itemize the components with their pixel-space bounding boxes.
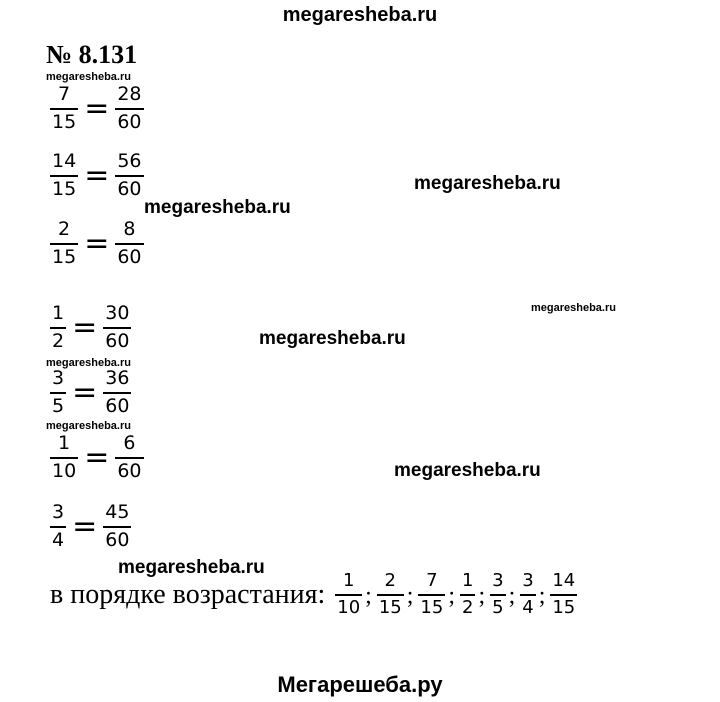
watermark: megaresheba.ru [394, 460, 541, 481]
problem-number: № 8.131 [46, 40, 138, 69]
fraction [335, 572, 362, 617]
denominator: 60 [117, 246, 142, 268]
denominator: 60 [117, 460, 142, 482]
order-label: в порядке возрастания: [50, 578, 326, 610]
fraction-bar [115, 243, 143, 245]
fraction [50, 85, 78, 132]
fraction-bar [115, 457, 143, 459]
denominator: 60 [105, 395, 130, 417]
watermark: megaresheba.ru [144, 197, 291, 218]
fraction-bar [460, 594, 475, 596]
equation-2 [50, 152, 144, 199]
equation-5 [50, 369, 131, 416]
separator: ; [478, 583, 486, 609]
denominator: 4 [522, 597, 534, 618]
numerator: 3 [52, 367, 65, 389]
fraction-bar [115, 175, 143, 177]
numerator: 1 [342, 570, 355, 591]
fraction-bar [50, 243, 78, 245]
numerator: 2 [58, 218, 71, 240]
watermark: megaresheba.ru [118, 557, 265, 578]
equation-7 [50, 503, 131, 550]
fraction [550, 572, 577, 617]
fraction-bar [550, 594, 577, 596]
fraction [103, 369, 131, 416]
denominator: 15 [52, 246, 77, 268]
equals-sign: = [84, 157, 110, 193]
denominator: 2 [461, 597, 474, 618]
denominator: 4 [52, 529, 65, 551]
equation-6 [50, 434, 144, 481]
fraction [115, 434, 143, 481]
denominator: 10 [337, 597, 361, 618]
denominator: 2 [52, 330, 65, 352]
fraction-bar [50, 327, 66, 329]
numerator: 3 [492, 570, 504, 591]
denominator: 60 [117, 111, 142, 133]
watermark: megaresheba.ru [259, 328, 406, 349]
equals-sign: = [84, 225, 110, 261]
separator: ; [538, 583, 546, 609]
numerator: 30 [105, 302, 130, 324]
numerator: 45 [105, 501, 130, 523]
fraction-bar [50, 392, 66, 394]
denominator: 15 [552, 597, 576, 618]
denominator: 60 [105, 529, 130, 551]
fraction [460, 572, 475, 617]
watermark: megaresheba.ru [46, 71, 131, 83]
equals-sign: = [72, 374, 98, 410]
denominator: 10 [52, 460, 77, 482]
denominator: 15 [52, 178, 77, 200]
header-site: megaresheba.ru [282, 4, 438, 26]
watermark: megaresheba.ru [531, 302, 616, 314]
fraction [50, 369, 66, 416]
fraction [520, 572, 535, 617]
equals-sign: = [72, 508, 98, 544]
separator: ; [406, 583, 414, 609]
fraction-bar [103, 327, 131, 329]
numerator: 14 [552, 570, 576, 591]
fraction-bar [335, 594, 362, 596]
numerator: 1 [461, 570, 474, 591]
separator: ; [508, 583, 516, 609]
numerator: 7 [426, 570, 438, 591]
fraction-bar [50, 175, 78, 177]
footer-site: Мегарешеба.ру [277, 672, 443, 697]
fraction [103, 304, 131, 351]
fraction [115, 220, 143, 267]
equals-sign: = [72, 309, 98, 345]
ascending-order-line [50, 572, 577, 617]
fraction-bar [490, 594, 505, 596]
denominator: 60 [105, 330, 130, 352]
fraction [50, 434, 78, 481]
numerator: 14 [52, 150, 77, 172]
denominator: 15 [420, 597, 444, 618]
fraction [50, 304, 66, 351]
fraction [115, 85, 143, 132]
fraction [418, 572, 445, 617]
fraction-bar [50, 526, 66, 528]
denominator: 5 [492, 597, 504, 618]
fraction-bar [103, 526, 131, 528]
denominator: 5 [52, 395, 65, 417]
numerator: 3 [52, 501, 65, 523]
fraction [50, 503, 66, 550]
equation-3 [50, 220, 144, 267]
watermark: megaresheba.ru [46, 420, 131, 432]
denominator: 15 [378, 597, 402, 618]
numerator: 1 [52, 302, 65, 324]
fraction [377, 572, 404, 617]
fraction [103, 503, 131, 550]
separator: ; [365, 583, 372, 609]
fraction-bar [520, 594, 535, 596]
fraction-bar [377, 594, 404, 596]
fraction-bar [103, 392, 131, 394]
numerator: 7 [58, 83, 71, 105]
fraction [50, 220, 78, 267]
numerator: 28 [117, 83, 142, 105]
numerator: 56 [117, 150, 142, 172]
equation-1 [50, 85, 144, 132]
numerator: 2 [384, 570, 396, 591]
fraction [490, 572, 505, 617]
fraction-bar [50, 108, 78, 110]
fraction-bar [418, 594, 445, 596]
numerator: 6 [123, 432, 136, 454]
numerator: 8 [123, 218, 136, 240]
equals-sign: = [84, 90, 110, 126]
numerator: 1 [58, 432, 71, 454]
fraction-bar [115, 108, 143, 110]
fraction [50, 152, 78, 199]
watermark: megaresheba.ru [414, 173, 561, 194]
fraction [115, 152, 143, 199]
watermark: megaresheba.ru [46, 357, 131, 369]
equation-4 [50, 304, 131, 351]
numerator: 3 [522, 570, 534, 591]
denominator: 15 [52, 111, 77, 133]
denominator: 60 [117, 178, 142, 200]
numerator: 36 [105, 367, 130, 389]
fraction-bar [50, 457, 78, 459]
separator: ; [448, 583, 455, 609]
equals-sign: = [84, 439, 110, 475]
